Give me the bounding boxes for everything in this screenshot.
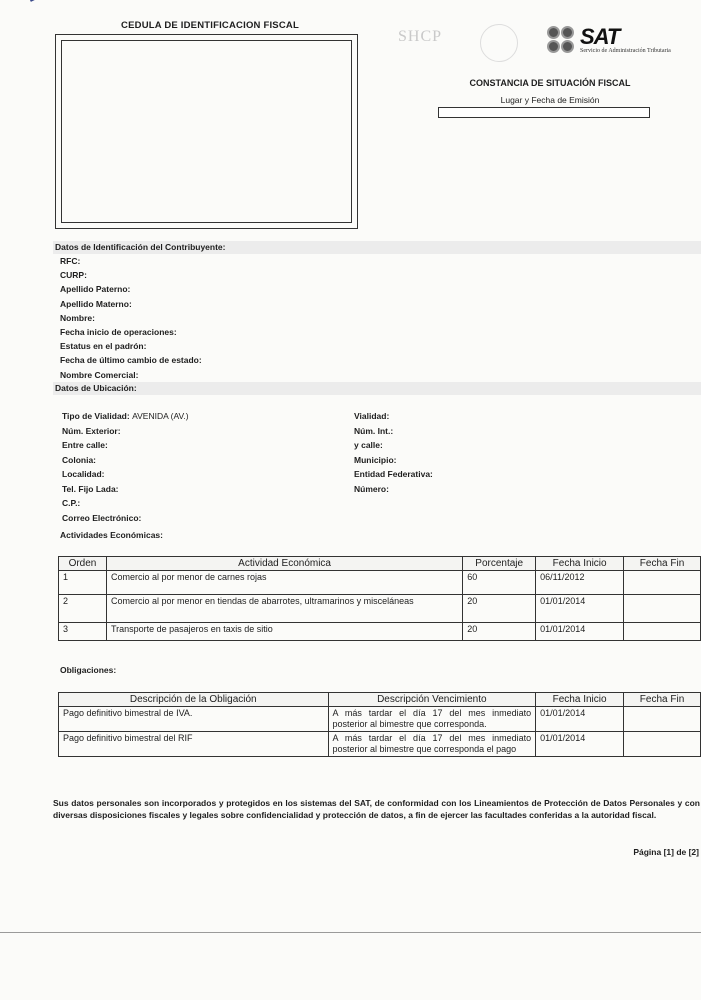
table-cell-descripcion: Pago definitivo bimestral de IVA. (59, 707, 329, 732)
table-cell-fin (624, 571, 701, 595)
column-header: Fecha Fin (624, 557, 701, 571)
table-cell-porcentaje: 60 (463, 571, 536, 595)
table-cell-actividad: Comercio al por menor en tiendas de abarrotes, ultramarinos y misceláneas (106, 595, 462, 623)
field-label: Vialidad: (354, 411, 390, 421)
field-row (354, 426, 393, 436)
national-seal-icon (480, 24, 518, 62)
field-label: Entidad Federativa: (354, 469, 433, 479)
field-label: Estatus en el padrón: (60, 341, 147, 352)
table-cell-inicio: 01/01/2014 (536, 707, 624, 732)
column-header: Porcentaje (463, 557, 536, 571)
table-cell-inicio: 01/01/2014 (536, 732, 624, 757)
field-row (62, 455, 96, 465)
field-row (62, 498, 80, 508)
cedula-title: CEDULA DE IDENTIFICACION FISCAL (121, 20, 299, 31)
column-header: Fecha Fin (624, 693, 701, 707)
field-label: Número: (354, 483, 389, 494)
table-row (59, 732, 701, 757)
field-row (60, 370, 138, 380)
table-cell-inicio: 01/01/2014 (536, 623, 624, 641)
table-cell-fin (624, 623, 701, 641)
table-cell-fin (624, 595, 701, 623)
field-row (354, 484, 389, 494)
field-label: Nombre: (60, 312, 95, 323)
obligaciones-table (58, 692, 701, 757)
page-divider (0, 932, 701, 933)
table-row (59, 707, 701, 732)
field-label: Tel. Fijo Lada: (62, 483, 119, 494)
field-label: Núm. Int.: (354, 425, 394, 436)
field-row (60, 327, 177, 337)
privacy-notice: Sus datos personales son incorporados y protegidos en los sistemas del SAT, de conformidad con los Lineamientos de Protección de Datos Personales y con diversas disposiciones fiscales y legales sobre confidencialidad y protección de datos, a fin de ejercer las facultades conferidas a la autoridad fiscal. (53, 798, 700, 820)
field-label: C.P.: (62, 498, 81, 508)
table-row (59, 595, 701, 623)
cedula-box (55, 34, 358, 229)
field-row (62, 484, 119, 494)
constancia-title: CONSTANCIA DE SITUACIÓN FISCAL (469, 78, 631, 88)
column-header: Orden (59, 557, 107, 571)
table-cell-vencimiento: A más tardar el día 17 del mes inmediato posterior al bimestre que corresponda. (328, 707, 536, 732)
field-label: y calle: (354, 440, 383, 450)
field-row (354, 440, 383, 450)
field-value: AVENIDA (AV.) (132, 411, 189, 421)
sat-subtitle: Servicio de Administración Tributaria (580, 48, 671, 54)
table-cell-orden: 3 (59, 623, 107, 641)
sat-word: SAT (580, 24, 620, 49)
obligaciones-heading: Obligaciones: (60, 665, 117, 675)
table-cell-orden: 1 (59, 571, 107, 595)
scan-mark (30, 0, 67, 2)
table-cell-vencimiento: A más tardar el día 17 del mes inmediato posterior al bimestre que corresponda el pago (328, 732, 536, 757)
field-row (60, 284, 130, 294)
field-row (62, 469, 105, 479)
table-cell-fin (624, 707, 701, 732)
sat-circles-icon (547, 26, 577, 56)
column-header: Actividad Económica (106, 557, 462, 571)
field-label: Nombre Comercial: (60, 369, 139, 380)
field-row (60, 341, 146, 351)
field-label: Localidad: (62, 469, 105, 479)
field-row (62, 440, 108, 450)
field-label: Entre calle: (62, 440, 108, 450)
field-label: Colonia: (62, 454, 96, 465)
field-row (60, 313, 95, 323)
table-cell-inicio: 01/01/2014 (536, 595, 624, 623)
page-number: Página [1] de [2] (633, 847, 699, 857)
column-header: Fecha Inicio (536, 693, 624, 707)
ubicacion-heading: Datos de Ubicación: (53, 382, 701, 395)
field-row (60, 355, 202, 365)
field-row (354, 411, 389, 421)
field-row (62, 513, 141, 523)
field-row (354, 469, 433, 479)
field-row (62, 426, 121, 436)
table-cell-descripcion: Pago definitivo bimestral del RIF (59, 732, 329, 757)
table-cell-actividad: Comercio al por menor de carnes rojas (106, 571, 462, 595)
table-cell-actividad: Transporte de pasajeros en taxis de sitio (106, 623, 462, 641)
table-row (59, 571, 701, 595)
actividades-table (58, 556, 701, 641)
field-label: Correo Electrónico: (62, 512, 142, 523)
table-cell-inicio: 06/11/2012 (536, 571, 624, 595)
field-label: Núm. Exterior: (62, 425, 121, 436)
field-label: CURP: (60, 270, 87, 281)
identificacion-heading: Datos de Identificación del Contribuyente: (53, 241, 701, 254)
field-row (354, 455, 397, 465)
column-header: Descripción Vencimiento (328, 693, 536, 707)
shcp-logo: SHCP (398, 28, 443, 45)
table-cell-porcentaje: 20 (463, 595, 536, 623)
field-label: Apellido Materno: (60, 298, 132, 309)
column-header: Fecha Inicio (536, 557, 624, 571)
cedula-inner-box (61, 40, 352, 223)
field-label: Tipo de Vialidad: (62, 411, 130, 421)
field-label: Apellido Paterno: (60, 284, 131, 295)
field-label: Municipio: (354, 454, 397, 465)
field-row (60, 270, 87, 280)
table-row (59, 623, 701, 641)
lugar-fecha-box (438, 107, 650, 118)
actividades-heading: Actividades Económicas: (60, 530, 163, 540)
field-row (60, 299, 132, 309)
column-header: Descripción de la Obligación (59, 693, 329, 707)
field-label: Fecha de último cambio de estado: (60, 355, 202, 366)
lugar-fecha-label: Lugar y Fecha de Emisión (500, 95, 600, 105)
table-cell-orden: 2 (59, 595, 107, 623)
table-cell-fin (624, 732, 701, 757)
sat-logo (547, 26, 701, 60)
field-row (60, 256, 80, 266)
table-cell-porcentaje: 20 (463, 623, 536, 641)
field-label: Fecha inicio de operaciones: (60, 327, 177, 337)
field-label: RFC: (60, 256, 81, 266)
field-row (62, 411, 189, 421)
